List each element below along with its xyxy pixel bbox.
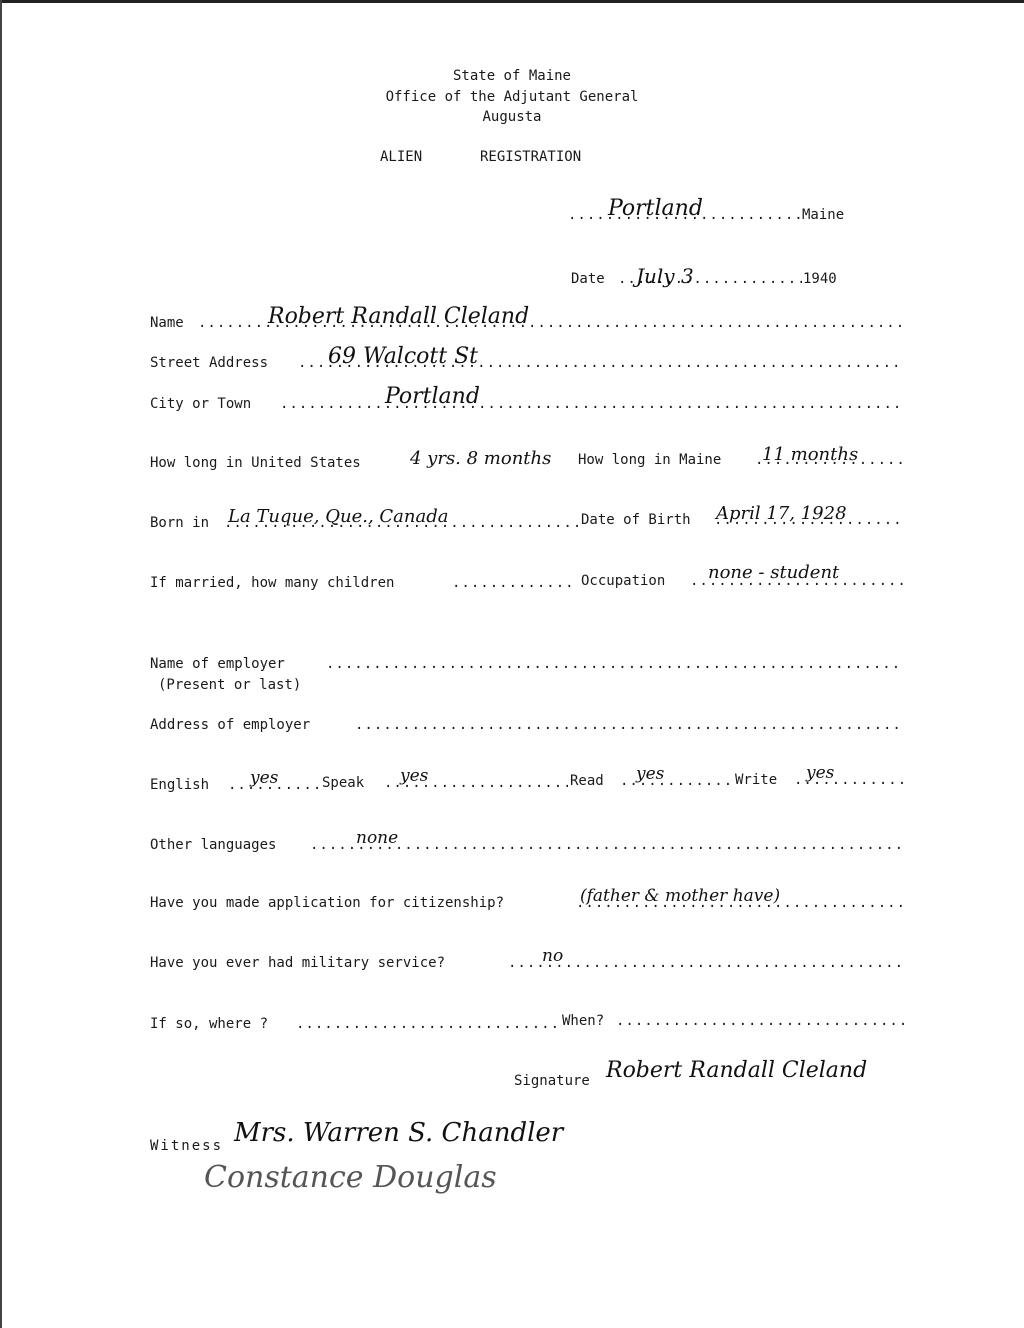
signature-value: Robert Randall Cleland [606, 1058, 868, 1083]
children-dots [452, 575, 578, 591]
us-duration-value: 4 yrs. 8 months [410, 448, 552, 469]
military-label: Have you ever had military service? [150, 955, 446, 971]
signature-label: Signature [514, 1073, 590, 1089]
employer-address-dots [355, 717, 904, 733]
employer-sublabel: (Present or last) [158, 677, 302, 693]
write-value: yes [806, 763, 835, 783]
when-label: When? [562, 1013, 605, 1029]
header-office: Office of the Adjutant General [385, 89, 639, 105]
witness-value-1: Mrs. Warren S. Chandler [234, 1118, 564, 1148]
other-languages-value: none [356, 828, 399, 848]
me-duration-value: 11 months [762, 444, 859, 465]
citizenship-value: (father & mother have) [580, 886, 781, 906]
scan-edge-left [0, 0, 2, 1328]
military-dots [508, 955, 904, 971]
header-city: Augusta [482, 109, 542, 125]
place-suffix: Maine [802, 207, 845, 223]
citizenship-label: Have you made application for citizenship? [150, 895, 505, 911]
city-dots [280, 396, 904, 412]
city-label: City or Town [150, 396, 252, 412]
name-value: Robert Randall Cleland [268, 304, 530, 329]
other-languages-dots [310, 837, 904, 853]
born-label: Born in [150, 515, 210, 531]
scan-edge-top [0, 0, 1024, 3]
born-value: La Tuque, Que., Canada [228, 506, 449, 527]
name-label: Name [150, 315, 184, 331]
dob-value: April 17, 1928 [716, 503, 847, 524]
street-value: 69 Walcott St [328, 344, 478, 369]
children-label: If married, how many children [150, 575, 395, 591]
employer-address-label: Address of employer [150, 717, 311, 733]
city-value: Portland [385, 384, 480, 409]
street-label: Street Address [150, 355, 269, 371]
english-label: English [150, 777, 210, 793]
form-title-alien: ALIEN [380, 149, 423, 165]
employer-label: Name of employer [150, 656, 285, 672]
other-languages-label: Other languages [150, 837, 277, 853]
occupation-label: Occupation [581, 573, 666, 589]
date-value: July 3 [636, 264, 694, 288]
occupation-value: none - student [708, 562, 840, 583]
english-value: yes [250, 768, 279, 788]
place-value: Portland [608, 196, 703, 221]
me-duration-label: How long in Maine [578, 452, 722, 468]
us-duration-label: How long in United States [150, 455, 361, 471]
write-label: Write [735, 772, 778, 788]
date-year: 1940 [803, 271, 837, 287]
when-dots [616, 1013, 904, 1029]
where-label: If so, where ? [150, 1016, 269, 1032]
employer-dots [326, 656, 904, 672]
witness-label: Witness [150, 1138, 224, 1154]
speak-value: yes [400, 766, 429, 786]
speak-label: Speak [322, 775, 365, 791]
dob-label: Date of Birth [581, 512, 691, 528]
read-value: yes [636, 764, 665, 784]
date-label: Date [571, 271, 605, 287]
read-label: Read [570, 773, 604, 789]
military-value: no [542, 946, 564, 966]
header-state: State of Maine [452, 68, 571, 84]
witness-value-2: Constance Douglas [204, 1160, 497, 1195]
form-title-registration: REGISTRATION [480, 149, 582, 165]
where-dots [296, 1016, 560, 1032]
